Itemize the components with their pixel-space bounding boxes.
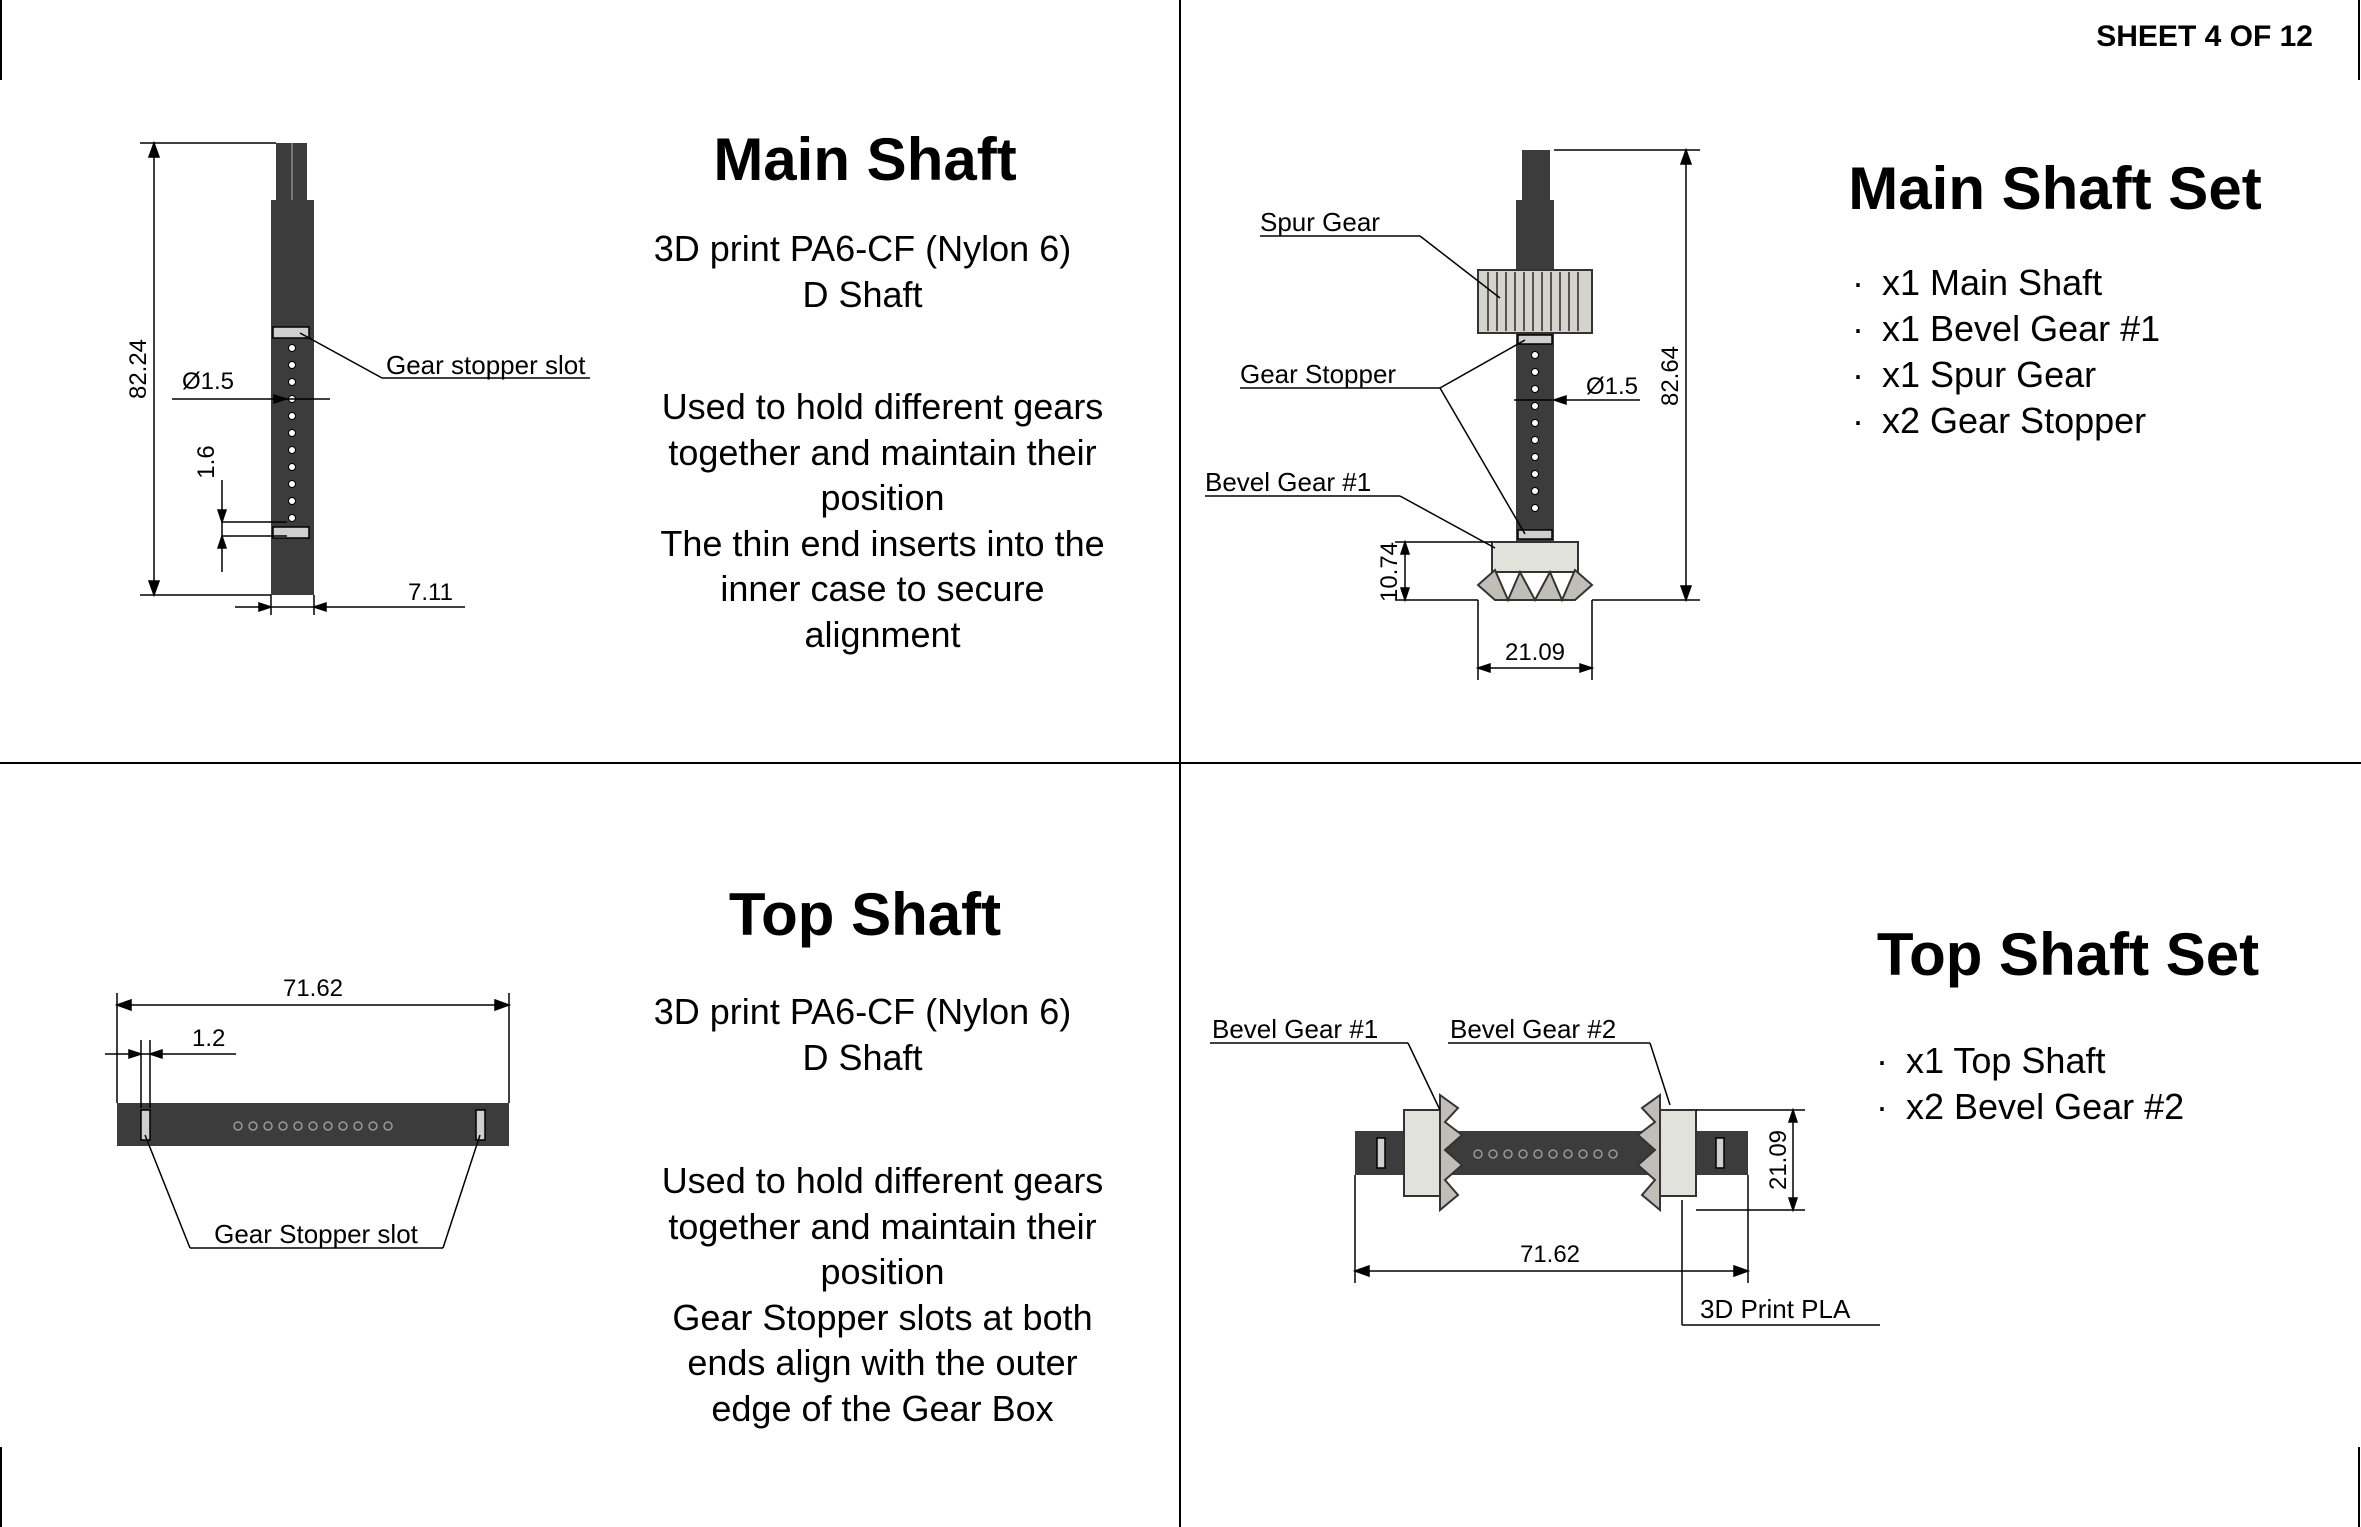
dim-slot-width: 1.2 xyxy=(192,1025,226,1052)
list-item: · x1 Bevel Gear #1 xyxy=(1852,306,2160,352)
description-line: ends align with the outer xyxy=(687,1342,1078,1383)
description-line: Used to hold different gears xyxy=(661,1160,1104,1201)
main-shaft-drawing xyxy=(125,143,590,615)
label-spur-gear: Spur Gear xyxy=(1260,207,1380,237)
sheet-number: SHEET 4 OF 12 xyxy=(2096,20,2313,53)
dim-diameter: Ø1.5 xyxy=(1586,373,1639,400)
dim-height: 21.09 xyxy=(1765,1129,1792,1191)
top-shaft-material: 3D print PA6-CF (Nylon 6) xyxy=(653,991,1072,1032)
spur-gear-icon xyxy=(1478,270,1592,333)
list-item: · x2 Gear Stopper xyxy=(1852,398,2160,444)
slot-top xyxy=(273,327,309,338)
main-shaft-set-title: Main Shaft Set xyxy=(1848,155,2262,222)
top-shaft-drawing xyxy=(105,975,509,1249)
label-bevel-gear-2: Bevel Gear #2 xyxy=(1450,1014,1617,1044)
description-line: alignment xyxy=(804,613,961,655)
description-line: edge of the Gear Box xyxy=(711,1387,1054,1429)
dim-gear-width: 21.09 xyxy=(1504,639,1566,666)
callout-gear-stopper-slot: Gear stopper slot xyxy=(386,350,586,380)
callout-gear-stopper-slot: Gear Stopper slot xyxy=(214,1219,418,1249)
dim-diameter: Ø1.5 xyxy=(182,368,235,395)
top-shaft-set-drawing xyxy=(1210,1014,1880,1325)
main-shaft-spec xyxy=(600,226,1125,318)
top-shaft-spec xyxy=(600,989,1125,1081)
label-material-note: 3D Print PLA xyxy=(1700,1294,1851,1324)
top-shaft-shape: D Shaft xyxy=(802,1037,923,1078)
main-shaft-set-drawing xyxy=(1205,150,1700,680)
dim-length: 82.24 xyxy=(125,338,152,400)
description-line: together and maintain their xyxy=(668,431,1097,473)
description-line: together and maintain their xyxy=(668,1205,1097,1247)
dim-length: 71.62 xyxy=(282,975,344,1002)
list-item: · x1 Spur Gear xyxy=(1852,352,2160,398)
label-bevel-gear: Bevel Gear #1 xyxy=(1205,467,1372,497)
dim-gear-height: 10.74 xyxy=(1376,541,1403,603)
description-line: inner case to secure xyxy=(720,568,1045,609)
main-shaft-shape: D Shaft xyxy=(802,274,923,315)
description-line: The thin end inserts into the xyxy=(660,522,1105,564)
list-item: · x1 Top Shaft xyxy=(1876,1038,2184,1084)
label-bevel-gear-1: Bevel Gear #1 xyxy=(1212,1014,1379,1044)
main-shaft-material: 3D print PA6-CF (Nylon 6) xyxy=(653,228,1072,269)
description-line: position xyxy=(820,1251,945,1292)
dim-width: 7.11 xyxy=(408,579,453,606)
top-shaft-title: Top Shaft xyxy=(728,881,1002,948)
top-shaft-set-title: Top Shaft Set xyxy=(1876,921,2260,988)
top-shaft-description xyxy=(600,1158,1165,1431)
dim-length: 71.62 xyxy=(1519,1241,1581,1268)
top-shaft-set-list xyxy=(1876,1038,2184,1130)
description-line: Used to hold different gears xyxy=(661,386,1104,427)
list-item: · x1 Main Shaft xyxy=(1852,260,2160,306)
list-item: · x2 Bevel Gear #2 xyxy=(1876,1084,2184,1130)
main-shaft-set-list xyxy=(1852,260,2160,444)
main-shaft-title: Main Shaft xyxy=(713,126,1017,193)
description-line: Gear Stopper slots at both xyxy=(672,1296,1093,1338)
description-line: position xyxy=(820,477,945,518)
main-shaft-description xyxy=(600,384,1165,657)
bevel-gear-icon xyxy=(1478,542,1592,600)
label-gear-stopper: Gear Stopper xyxy=(1240,359,1397,389)
dim-hole-pitch: 1.6 xyxy=(193,445,220,479)
dim-length: 82.64 xyxy=(1657,345,1684,407)
